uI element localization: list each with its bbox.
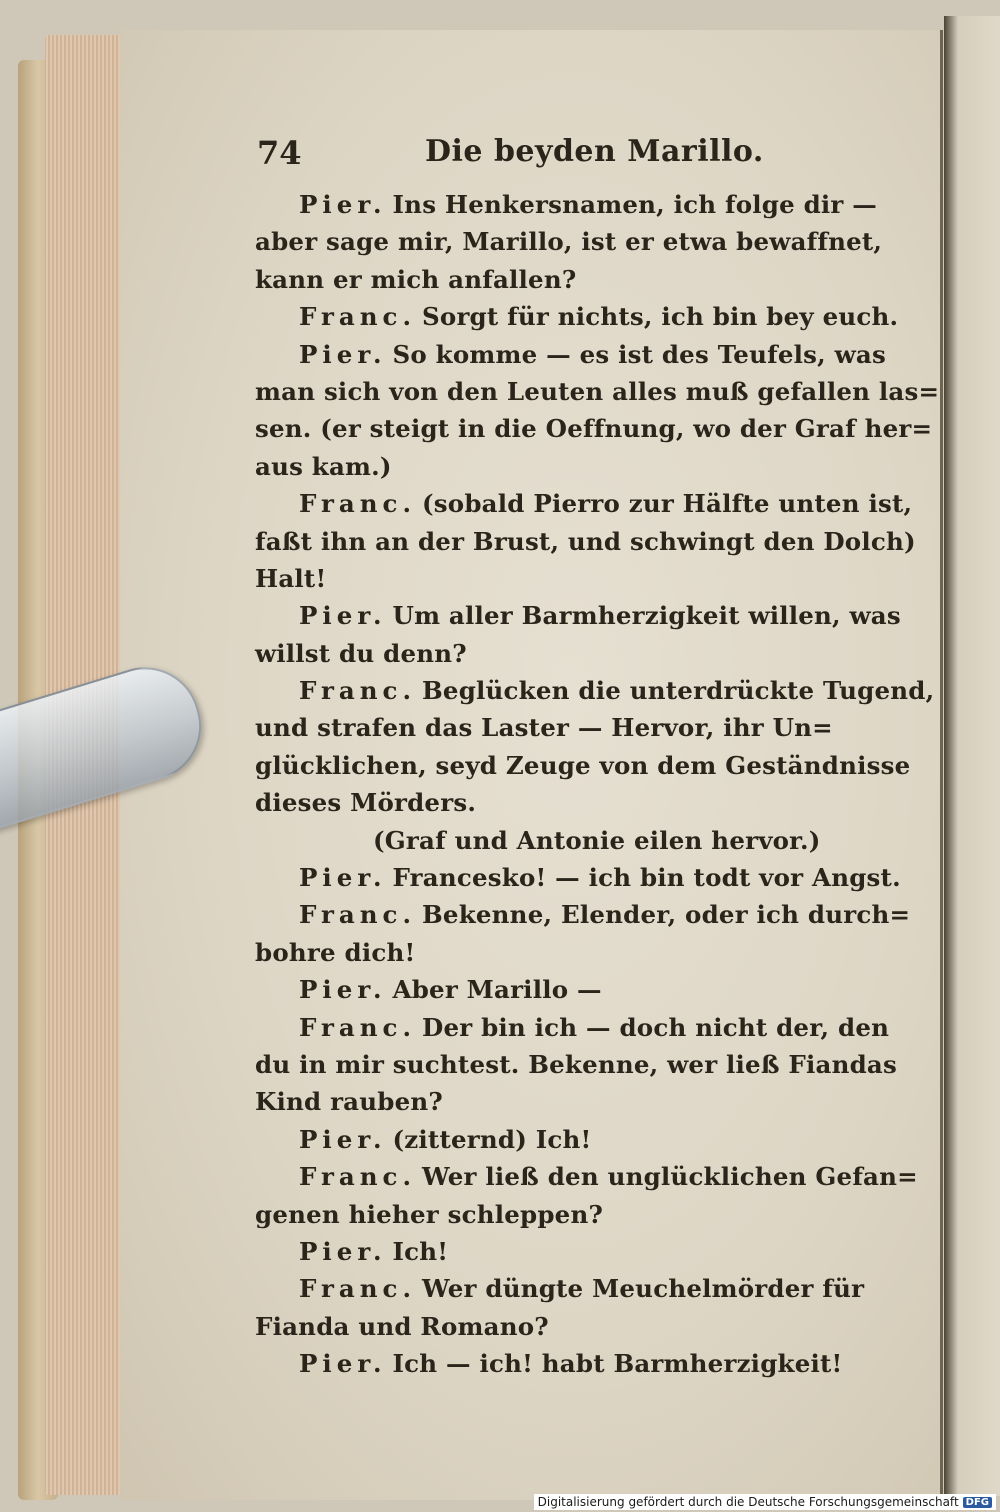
line-text: Fianda und Romano? [255, 1311, 549, 1341]
text-line [255, 1308, 895, 1345]
line-text: faßt ihn an der Brust, und schwingt den Dolch) [255, 526, 916, 556]
text-line [255, 373, 940, 410]
line-text: Ins Henkersnamen, ich folge dir — [392, 190, 877, 219]
text-line [255, 223, 895, 260]
speaker-name: Franc. [299, 900, 417, 930]
line-text: genen hieher schleppen? [255, 1199, 604, 1229]
text-line [255, 896, 911, 933]
speaker-name: Franc. [299, 1162, 417, 1192]
line-text: Ich — ich! habt Barmherzigkeit! [392, 1349, 843, 1379]
text-line [255, 1196, 895, 1233]
line-text: (zitternd) Ich! [392, 1124, 592, 1154]
dfg-logo-icon: DFG [963, 1497, 992, 1508]
text-line [255, 1121, 895, 1158]
text-line [255, 971, 895, 1008]
speaker-name: Pier. [299, 1349, 387, 1379]
text-line [255, 410, 933, 447]
line-text: man sich von den Leuten alles muß gefallen las= [255, 376, 940, 406]
line-text: Wer düngte Meuchelmörder für [422, 1274, 865, 1304]
line-text: (Graf und Antonie eilen hervor.) [373, 825, 821, 855]
facing-page-edge [944, 16, 1000, 1496]
speaker-name: Pier. [299, 601, 387, 631]
line-text: aus kam.) [255, 451, 392, 481]
page-content [255, 130, 940, 1383]
text-line [255, 709, 895, 746]
text-line [255, 1270, 895, 1307]
text-line [255, 672, 935, 709]
line-text: dieses Mörders. [255, 788, 477, 818]
line-text: Francesko! — ich bin todt vor Angst. [392, 863, 901, 893]
speaker-name: Pier. [299, 863, 387, 893]
line-text: glücklichen, seyd Zeuge von dem Geständnisse [255, 750, 911, 780]
running-head: Die beyden Marillo. [425, 134, 764, 169]
speaker-name: Franc. [299, 1012, 417, 1042]
text-line [255, 298, 899, 335]
speaker-name: Pier. [299, 190, 387, 219]
speaker-name: Pier. [299, 339, 387, 369]
line-text: du in mir suchtest. Bekenne, wer ließ Fiandas [255, 1049, 897, 1079]
line-text: aber sage mir, Marillo, ist er etwa bewaffnet, [255, 227, 883, 257]
line-text: Beglücken die unterdrückte Tugend, [422, 676, 935, 706]
line-text: willst du denn? [255, 638, 467, 668]
page-header [255, 130, 895, 172]
line-text: bohre dich! [255, 937, 416, 967]
text-line [255, 448, 895, 485]
text-line [255, 1345, 895, 1382]
text-line [255, 1009, 895, 1046]
speaker-name: Franc. [299, 489, 417, 519]
text-line [255, 523, 916, 560]
speaker-name: Pier. [299, 975, 387, 1005]
line-text: Wer ließ den unglücklichen Gefan= [422, 1162, 918, 1192]
text-line [255, 485, 913, 522]
text-line [255, 336, 895, 373]
text-line [255, 822, 895, 859]
line-text: Bekenne, Elender, oder ich durch= [422, 900, 911, 930]
speaker-name: Franc. [299, 302, 417, 332]
speaker-name: Pier. [299, 1124, 387, 1154]
text-line [255, 261, 895, 298]
text-line [255, 635, 895, 672]
line-text: Ich! [392, 1236, 449, 1266]
text-line [255, 186, 895, 223]
line-text: (sobald Pierro zur Hälfte unten ist, [422, 489, 913, 519]
text-line [255, 1083, 895, 1120]
line-text: sen. (er steigt in die Oeffnung, wo der Graf her= [255, 414, 933, 444]
text-line [255, 934, 895, 971]
page-number: 74 [257, 134, 302, 172]
speaker-name: Franc. [299, 1274, 417, 1304]
line-text: So komme — es ist des Teufels, was [392, 339, 886, 369]
line-text: und strafen das Laster — Hervor, ihr Un= [255, 713, 833, 743]
speaker-name: Pier. [299, 1236, 387, 1266]
credit-text: Digitalisierung gefördert durch die Deutsche Forschungsgemeinschaft [537, 1495, 959, 1509]
text-line [255, 1158, 918, 1195]
line-text: Um aller Barmherzigkeit willen, was [392, 601, 901, 631]
line-text: Halt! [255, 563, 327, 593]
text-line [255, 747, 911, 784]
text-line [255, 859, 901, 896]
line-text: Sorgt für nichts, ich bin bey euch. [422, 302, 899, 332]
line-text: Kind rauben? [255, 1087, 443, 1117]
text-line [255, 1233, 895, 1270]
text-line [255, 1046, 895, 1083]
text-body [255, 186, 940, 1383]
line-text: kann er mich anfallen? [255, 264, 577, 294]
digitization-credit [534, 1494, 996, 1510]
text-line [255, 560, 895, 597]
line-text: Aber Marillo — [392, 975, 602, 1005]
line-text: Der bin ich — doch nicht der, den [422, 1012, 890, 1042]
text-line [255, 784, 895, 821]
text-line [255, 597, 901, 634]
speaker-name: Franc. [299, 676, 417, 706]
